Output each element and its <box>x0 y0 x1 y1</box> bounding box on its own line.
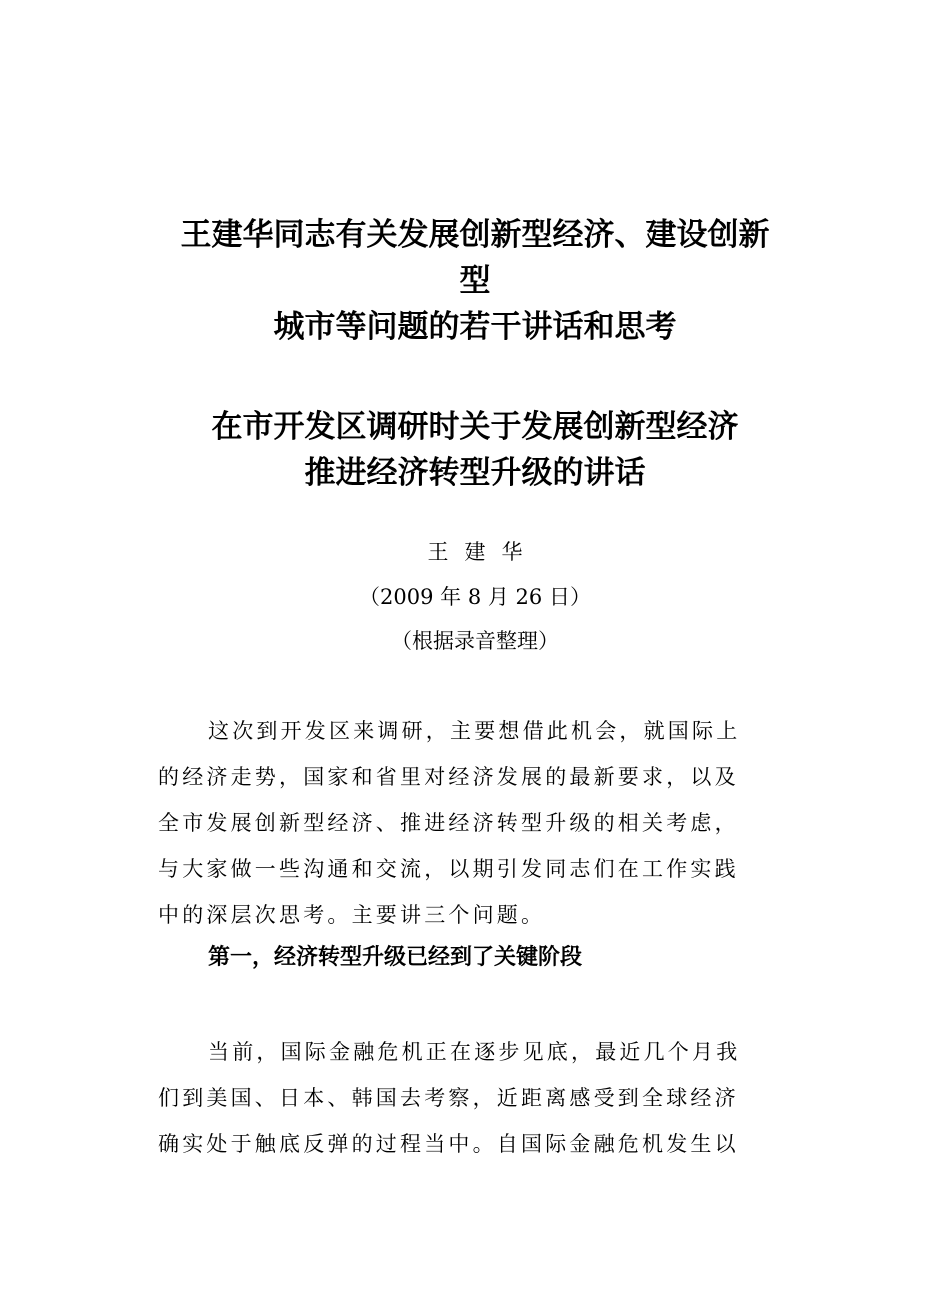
section-paragraph <box>158 1029 792 1167</box>
speech-title-line: 推进经济转型升级的讲话 <box>304 455 646 491</box>
paragraph-line: 当前，国际金融危机正在逐步见底，最近几个月我 <box>208 1040 741 1064</box>
transcription-note: （根据录音整理） <box>391 629 559 653</box>
main-title <box>150 212 800 350</box>
paragraph-line: 与大家做一些沟通和交流，以期引发同志们在工作实践 <box>158 857 739 881</box>
section-heading: 第一，经济转型升级已经到了关键阶段 <box>208 945 583 970</box>
paragraph-line: 的经济走势，国家和省里对经济发展的最新要求，以及 <box>158 765 739 789</box>
paragraph-line: 全市发展创新型经济、推进经济转型升级的相关考虑， <box>158 811 739 835</box>
main-title-line: 型 <box>459 263 491 299</box>
speech-date: （2009 年 8 月 26 日） <box>359 585 591 609</box>
intro-paragraph <box>158 708 792 938</box>
paragraph-line: 中的深层次思考。主要讲三个问题。 <box>158 903 546 927</box>
paragraph-line: 确实处于触底反弹的过程当中。自国际金融危机发生以 <box>158 1132 739 1156</box>
main-title-line: 城市等问题的若干讲话和思考 <box>273 309 677 345</box>
paragraph-line: 这次到开发区来调研，主要想借此机会，就国际上 <box>208 719 741 743</box>
author-name: 王建华 <box>427 540 539 564</box>
main-title-line: 王建华同志有关发展创新型经济、建设创新 <box>180 217 770 253</box>
speech-title-line: 在市开发区调研时关于发展创新型经济 <box>211 409 739 445</box>
paragraph-line: 们到美国、日本、韩国去考察，近距离感受到全球经济 <box>158 1086 739 1110</box>
speech-title <box>150 404 800 496</box>
